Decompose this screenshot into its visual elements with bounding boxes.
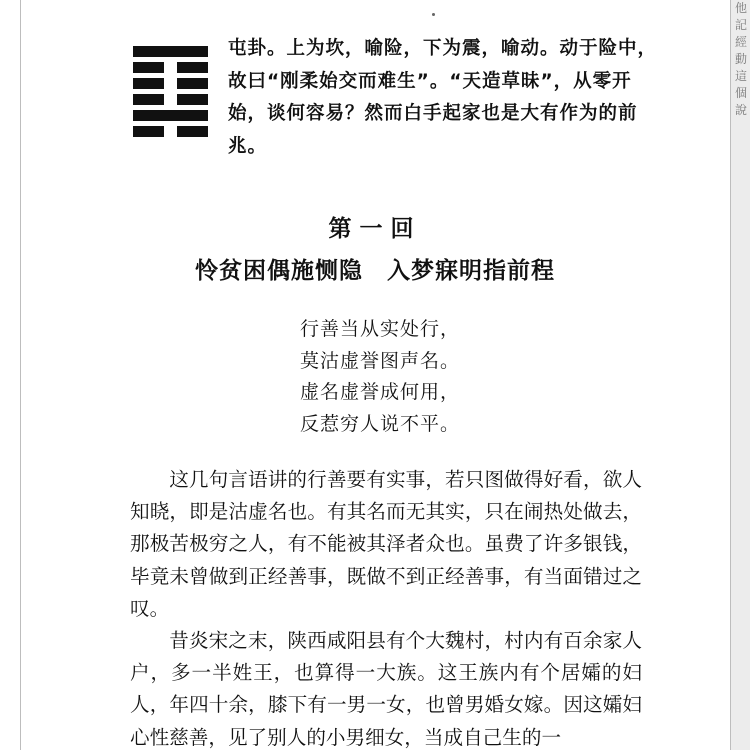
poem-line: 行善当从实处行， — [300, 318, 461, 340]
hexagram-line-6 — [133, 126, 208, 137]
speck-mark — [432, 13, 435, 16]
hexagram-line-4 — [133, 94, 208, 105]
poem-line: 莫沽虚誉图声名。 — [300, 349, 461, 372]
chapter-title: 怜贫困偶施恻隐 入梦寐明指前程 — [195, 258, 555, 284]
page-left-border — [20, 0, 21, 750]
chapter-number: 第一回 — [328, 216, 422, 242]
tun-hexagram-icon — [133, 46, 208, 138]
adjacent-page-text: 他記經動這個說 — [735, 1, 748, 117]
body-paragraph: 这几句言语讲的行善要有实事，若只图做得好看，欲人知晓，即是沽虚名也。有其名而无其实，只在闹热处做去，那极苦极穷之人，有不能被其泽者众也。虽费了许多银钱，毕竟未曾做到正经善事，既做不到正经善事，有当面错过之叹。 — [130, 468, 642, 620]
hexagram-line-1 — [133, 46, 208, 57]
hexagram-line-3 — [133, 78, 208, 89]
body-paragraph: 昔炎宋之末，陕西咸阳县有个大魏村，村内有百余家人户，多一半姓王，也算得一大族。这王族内有个居孀的妇人，年四十余，膝下有一男一女，也曾男婚女嫁。因这孀妇心性慈善，见了别人的小男细女，当成自己生的一 — [130, 629, 642, 749]
hexagram-line-5 — [133, 110, 208, 121]
body-text — [130, 464, 642, 754]
poem-line: 虚名虚誉成何用， — [300, 381, 461, 403]
poem-line: 反惹穷人说不平。 — [300, 412, 461, 435]
opening-poem — [300, 314, 560, 440]
hexagram-line-2 — [133, 62, 208, 73]
hexagram-intro-text: 屯卦。上为坎，喻险，下为震，喻动。动于险中，故曰“刚柔始交而难生”。“天造草昧”，从零开始，谈何容易？然而白手起家也是大有作为的前兆。 — [228, 38, 658, 157]
